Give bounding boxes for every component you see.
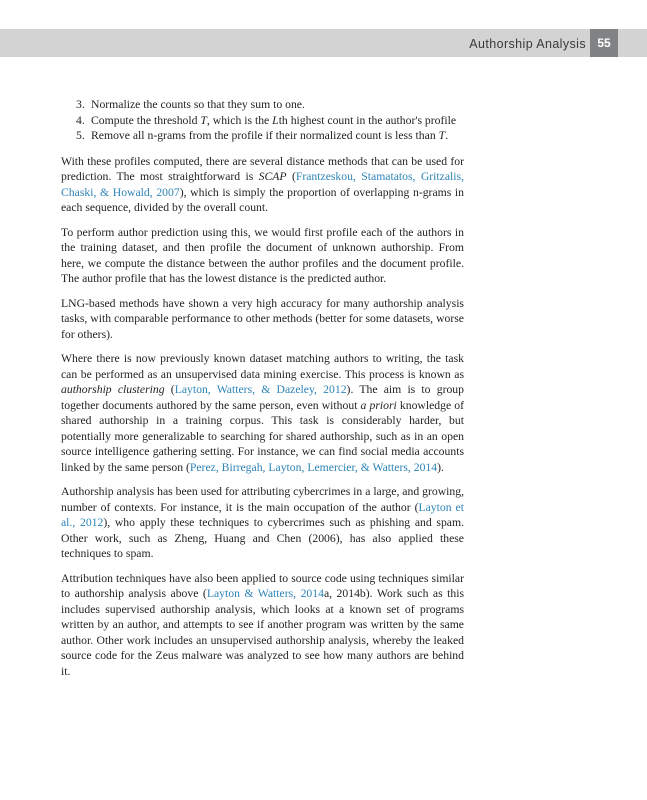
citation-link[interactable]: Frantzeskou, Stamatatos, Gritzalis, Chaski, & Howald, 2007 <box>61 170 464 199</box>
citation-link[interactable]: Layton, Watters, & Dazeley, 2012 <box>174 383 347 396</box>
list-item: 5. Remove all n-grams from the profile if their normalized count is less than T. <box>76 129 449 142</box>
numbered-list <box>61 97 464 144</box>
page-body <box>61 97 464 688</box>
list-item: 3. Normalize the counts so that they sum to one. <box>76 98 305 111</box>
citation-link[interactable]: Perez, Birregah, Layton, Lemercier, & Watters, 2014 <box>189 460 438 474</box>
running-header-title: Authorship Analysis <box>469 37 586 51</box>
paragraph-authorship-clustering: Where there is now previously known dataset matching authors to writing, the task can be performed as an unsupervised data mining exercise. This process is known as authorship clustering (Layton, Watters, & Dazeley, 2012). The aim is to group together documents authored by the same person, even without a priori knowledge of shared authorship in a training corpus. This task is considerably harder, but potentially more generalizable to searching for shared authorship, such as in an open source intelligence gathering setting. For instance, we can find social media accounts linked by the same person (Perez, Birregah, Layton, Lemercier, & Watters, 2014). <box>61 352 464 474</box>
paragraph-cybercrimes: Authorship analysis has been used for attributing cybercrimes in a large, and growing, number of contexts. For instance, it is the main occupation of the author (Layton et al., 2012), who apply these techniques to cybercrimes such as phishing and spam. Other work, such as Zheng, Huang and Chen (2006), has also applied these techniques to spam. <box>61 485 464 560</box>
running-header <box>0 29 647 57</box>
paragraph-source-code: Attribution techniques have also been applied to source code using techniques similar to authorship analysis above (Layton & Watters, 2014a, 2014b). Work such as this includes supervised authorship analysis, which looks at a known set of programs written by an author, and attempts to see if another program was written by the same author. Other work includes an unsupervised authorship analysis, whereby the leaked source code for the Zeus malware was analyzed to see how many authors are behind it. <box>61 571 465 678</box>
paragraph-author-prediction: To perform author prediction using this, we would first profile each of the authors in the training dataset, and then profile the document of unknown authorship. From here, we compute the distance between the author profiles and the document profile. The author profile that has the lowest distance is the predicted author. <box>61 225 464 285</box>
citation-link[interactable]: Layton & Watters, 2014 <box>206 587 324 600</box>
paragraph-lng-methods: LNG-based methods have shown a very high accuracy for many authorship analysis tasks, with comparable performance to other methods (better for some datasets, worse for others). <box>61 296 464 341</box>
paragraph-scap: With these profiles computed, there are several distance methods that can be used for prediction. The most straightforward is SCAP (Frantzeskou, Stamatatos, Gritzalis, Chaski, & Howald, 2007), which is simply the proportion of overlapping n-grams in each sequence, divided by the overall count. <box>61 154 465 214</box>
list-item: 4. Compute the threshold T, which is the Lth highest count in the author's profile <box>76 113 457 127</box>
citation-link[interactable]: Layton et al., 2012 <box>61 500 464 529</box>
page-number: 55 <box>590 29 618 57</box>
